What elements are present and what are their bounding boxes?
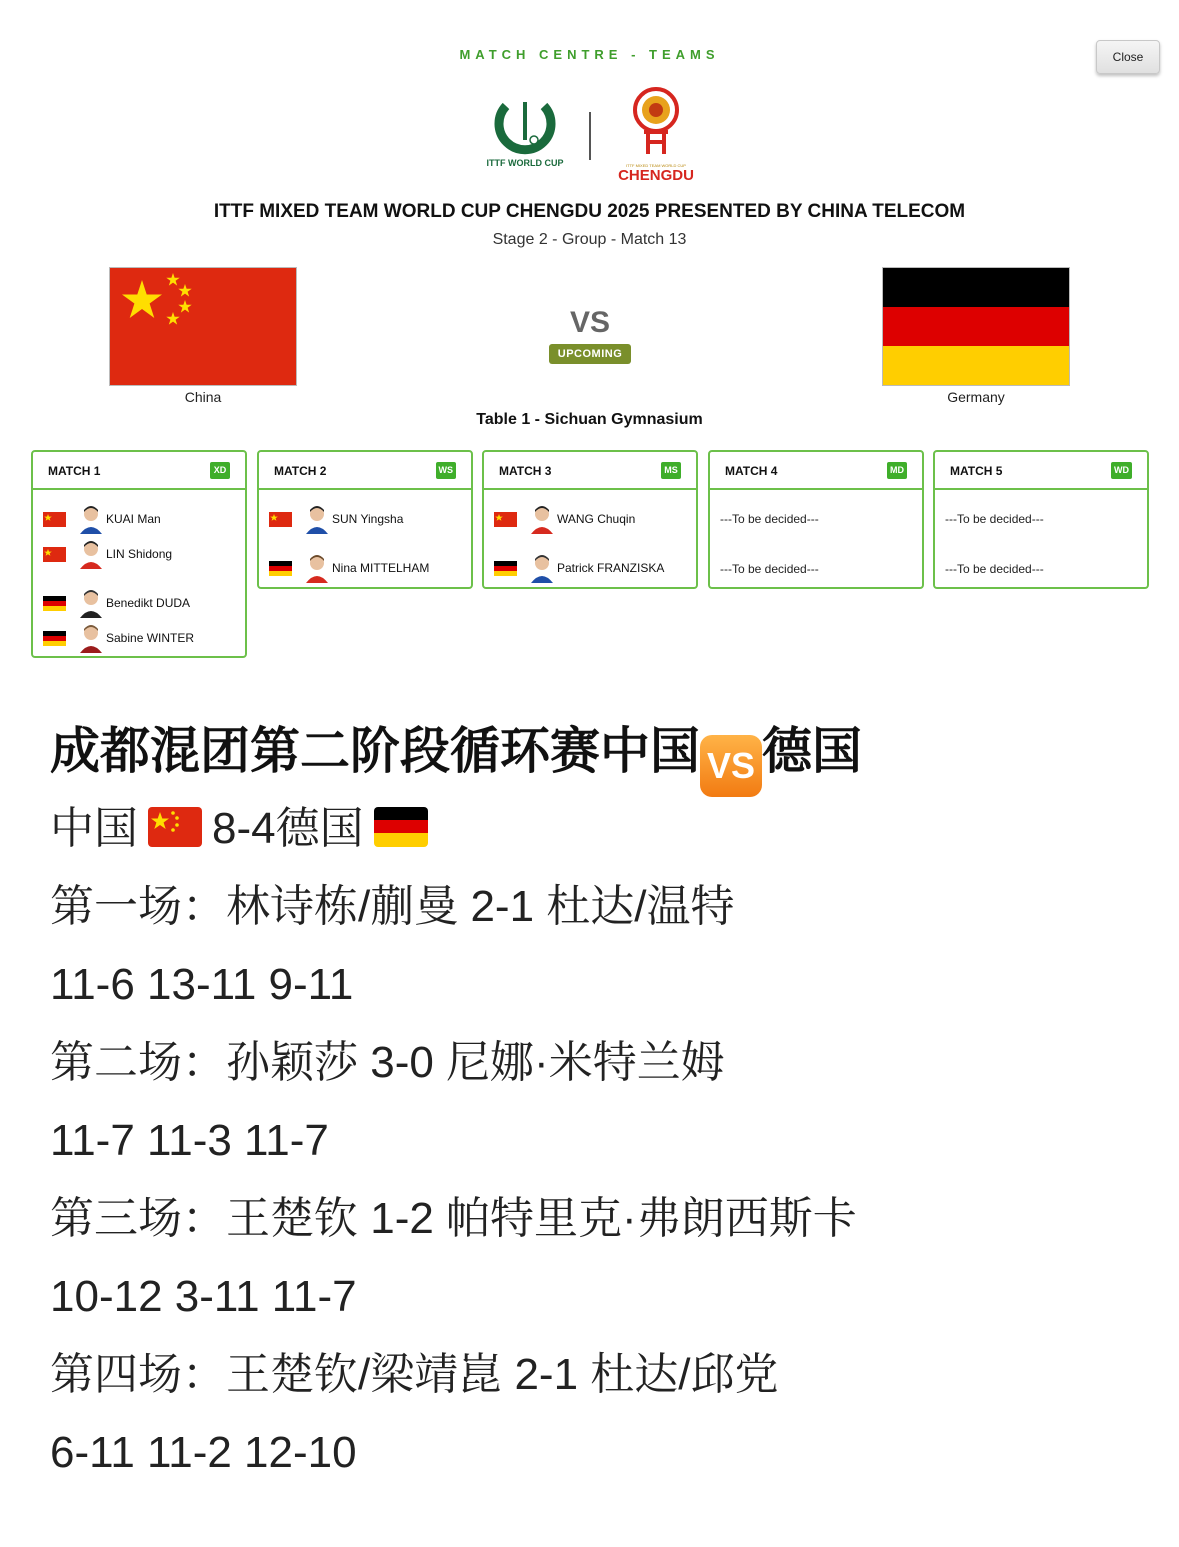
player-avatar-icon <box>529 504 555 534</box>
score-result: 8-4德国 <box>212 804 364 853</box>
germany-flag-icon <box>269 561 292 576</box>
player-avatar-icon <box>78 623 104 653</box>
match-title: MATCH 1 <box>48 464 101 478</box>
player-name: LIN Shidong <box>106 547 173 561</box>
germany-flag <box>882 267 1070 386</box>
player-name: Sabine WINTER <box>106 631 195 645</box>
player-row[interactable] <box>269 553 469 583</box>
china-flag-icon <box>269 512 292 527</box>
china-flag-emoji-icon <box>148 807 202 847</box>
venue-label: Table 1 - Sichuan Gymnasium <box>476 411 703 428</box>
player-avatar-icon <box>78 588 104 618</box>
match-centre-label: MATCH CENTRE - TEAMS <box>459 47 720 62</box>
vs-emoji-icon: VS <box>700 735 762 797</box>
germany-flag-icon <box>43 596 66 611</box>
china-flag-icon <box>43 512 66 527</box>
china-flag-icon <box>43 547 66 562</box>
match-1-scores: 11-6 13-11 9-11 <box>50 960 354 1009</box>
player-row[interactable] <box>269 504 469 534</box>
match-card-4[interactable] <box>708 450 924 589</box>
away-team-name: Germany <box>947 389 1005 405</box>
chengdu-logo <box>612 86 700 190</box>
match-title: MATCH 5 <box>950 464 1003 478</box>
away-tbd-label: ---To be decided--- <box>945 562 1044 576</box>
match-4-scores: 6-11 11-2 12-10 <box>50 1428 357 1477</box>
player-avatar-icon <box>78 539 104 569</box>
stage-info: Stage 2 - Group - Match 13 <box>492 231 687 248</box>
match-title: MATCH 3 <box>499 464 552 478</box>
germany-flag-emoji-icon <box>374 807 428 847</box>
ittf-logo-icon <box>494 98 556 156</box>
player-row[interactable] <box>43 588 243 618</box>
event-title: ITTF MIXED TEAM WORLD CUP CHENGDU 2025 PRESENTED BY CHINA TELECOM <box>213 201 966 222</box>
ittf-world-cup-logo <box>484 98 566 178</box>
china-flag <box>109 267 297 386</box>
match-card-3[interactable] <box>482 450 698 589</box>
player-row[interactable] <box>43 504 243 534</box>
match-2-result: 第二场：孙颖莎 3-0 尼娜·米特兰姆 <box>50 1038 725 1087</box>
player-name: Patrick FRANZISKA <box>557 561 665 575</box>
event-type-badge: WD <box>1111 462 1132 479</box>
player-row[interactable] <box>494 553 694 583</box>
china-flag-icon <box>494 512 517 527</box>
match-3-result: 第三场：王楚钦 1-2 帕特里克·弗朗西斯卡 <box>50 1194 857 1243</box>
player-name: WANG Chuqin <box>557 512 636 526</box>
ittf-logo-text: ITTF WORLD CUP <box>486 158 564 168</box>
player-name: Nina MITTELHAM <box>332 561 430 575</box>
match-3-scores: 10-12 3-11 11-7 <box>50 1272 357 1321</box>
player-avatar-icon <box>304 504 330 534</box>
away-tbd-label: ---To be decided--- <box>720 562 819 576</box>
player-avatar-icon <box>78 504 104 534</box>
score-team-a: 中国 <box>50 804 138 853</box>
player-row[interactable] <box>43 539 243 569</box>
player-row[interactable] <box>494 504 694 534</box>
match-1-result: 第一场：林诗栋/蒯曼 2-1 杜达/温特 <box>50 882 735 931</box>
event-type-badge: MS <box>661 462 681 479</box>
home-tbd-label: ---To be decided--- <box>945 512 1044 526</box>
vs-label: VS <box>569 306 611 339</box>
player-name: SUN Yingsha <box>332 512 404 526</box>
event-type-badge: XD <box>210 462 230 479</box>
chengdu-logo-text: CHENGDU <box>618 167 694 184</box>
event-type-badge: MD <box>887 462 907 479</box>
player-name: KUAI Man <box>106 512 161 526</box>
post-content <box>50 712 1150 1492</box>
event-logos <box>0 86 1179 190</box>
germany-flag-icon <box>43 631 66 646</box>
match-title: MATCH 4 <box>725 464 778 478</box>
status-badge: UPCOMING <box>549 344 631 364</box>
headline-part-b: 德国 <box>762 723 862 779</box>
match-card-1[interactable] <box>31 450 247 658</box>
score-line <box>50 790 1150 868</box>
player-avatar-icon <box>304 553 330 583</box>
home-tbd-label: ---To be decided--- <box>720 512 819 526</box>
match-2-scores: 11-7 11-3 11-7 <box>50 1116 329 1165</box>
player-row[interactable] <box>43 623 243 653</box>
chengdu-logo-small-text: ITTF MIXED TEAM WORLD CUP <box>626 163 686 168</box>
chengdu-emblem-icon <box>626 86 686 158</box>
headline-part-a: 成都混团第二阶段循环赛中国 <box>50 723 700 779</box>
event-type-badge: WS <box>436 462 457 479</box>
match-card-5[interactable] <box>933 450 1149 589</box>
match-card-2[interactable] <box>257 450 473 589</box>
china-flag-stars-icon <box>110 268 297 386</box>
player-avatar-icon <box>529 553 555 583</box>
player-name: Benedikt DUDA <box>106 596 191 610</box>
home-team-name: China <box>184 389 222 405</box>
match-4-result: 第四场：王楚钦/梁靖崑 2-1 杜达/邱党 <box>50 1350 779 1399</box>
post-headline <box>50 712 1150 790</box>
germany-flag-icon <box>494 561 517 576</box>
match-title: MATCH 2 <box>274 464 327 478</box>
logo-divider <box>589 112 591 160</box>
close-button[interactable]: Close <box>1096 40 1160 74</box>
